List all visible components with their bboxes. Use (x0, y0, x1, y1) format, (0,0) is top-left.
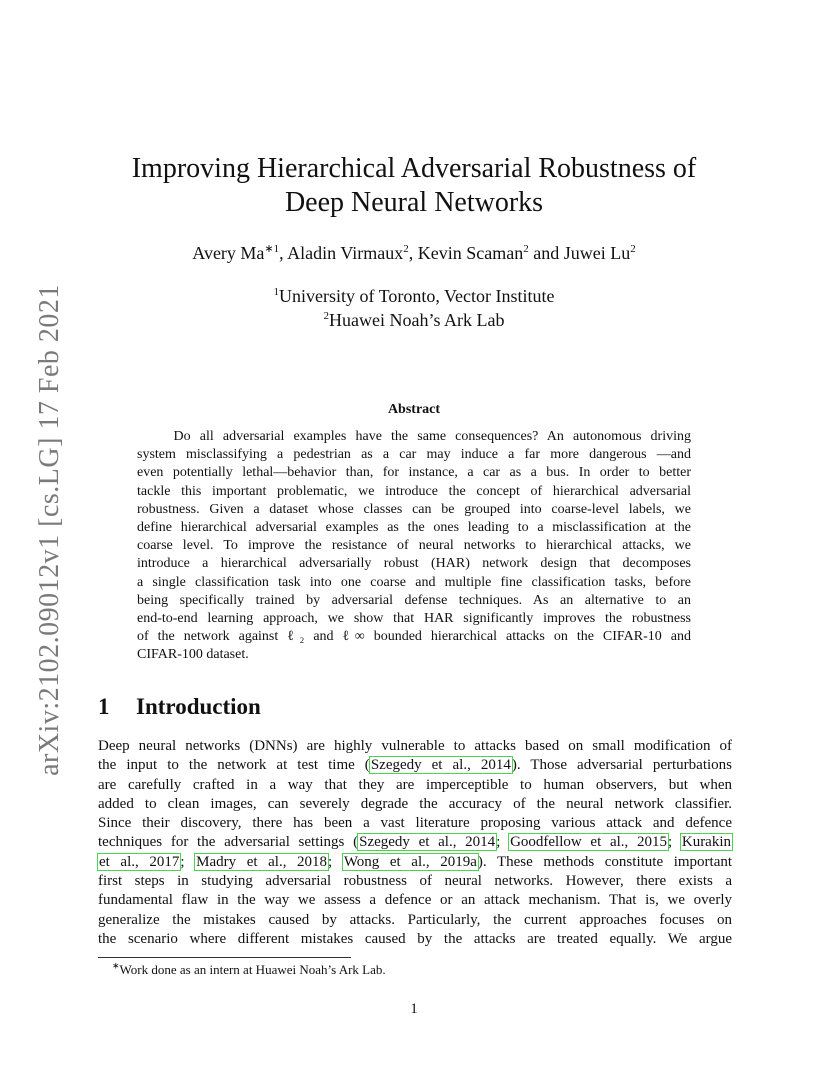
intro-text: ). Those adversarial perturbations (511, 757, 733, 774)
affiliation-2-text: Huawei Noah’s Ark Lab (329, 310, 505, 330)
section-title: Introduction (136, 694, 261, 719)
author-2-mark: 2 (403, 243, 409, 255)
author-1: Avery Ma (192, 243, 265, 263)
author-1-mark: ∗1 (264, 243, 280, 255)
intro-text: ; (328, 853, 343, 870)
intro-line (98, 737, 732, 756)
abstract-line: CIFAR-100 dataset. (137, 647, 249, 663)
intro-text: added to clean images, can severely degrade the accuracy of the neural network classifier. (98, 795, 732, 812)
affiliation-2-mark: 2 (323, 310, 330, 322)
intro-line (98, 930, 732, 949)
author-list (100, 243, 728, 264)
intro-text: Since their discovery, there has been a vast literature proposing various attack and defence (98, 815, 732, 832)
title-line-1: Improving Hierarchical Adversarial Robustness of (131, 153, 697, 184)
introduction-body (98, 737, 732, 949)
author-3-mark: 2 (523, 243, 529, 255)
citation-link[interactable]: Goodfellow et al., 2015 (510, 834, 667, 851)
intro-text: ; (180, 853, 196, 870)
intro-line (98, 833, 732, 852)
intro-line (98, 776, 732, 795)
footnote-rule (98, 957, 351, 958)
abstract-line: Do all adversarial examples have the same consequences? An autonomous driving (137, 429, 691, 444)
author-3: Kevin Scaman (417, 243, 524, 263)
abstract-line: even potentially lethal—behavior than, for instance, a car as a bus. In order to better (137, 465, 691, 481)
abstract-line: robustness. Given a dataset whose classes can be grouped into coarse-level labels, we (137, 501, 691, 517)
author-4: Juwei Lu (563, 243, 631, 263)
arxiv-stamp: arXiv:2102.09012v1 [cs.LG] 17 Feb 2021 (34, 284, 65, 776)
intro-line (98, 853, 732, 872)
author-separator: , (279, 243, 288, 263)
affiliation-1-text: University of Toronto, Vector Institute (278, 286, 555, 306)
footnote-mark: ∗ (112, 960, 120, 971)
intro-text: ). These methods constitute important (477, 853, 733, 870)
intro-text: Deep neural networks (DNNs) are highly vulnerable to attacks based on small modification of (98, 738, 732, 754)
citation-link[interactable]: Kurakin (681, 834, 732, 851)
footnote-text: Work done as an intern at Huawei Noah’s Ark Lab. (119, 962, 386, 977)
abstract-line: end-to-end learning approach, we show that HAR significantly improves the robustness (137, 611, 691, 627)
section-number: 1 (98, 694, 110, 719)
abstract-line: system misclassifying a pedestrian as a car may induce a far more dangerous —and (137, 447, 691, 463)
intro-line (98, 814, 732, 833)
author-2: Aladin Virmaux (287, 243, 404, 263)
author-separator: , (408, 243, 418, 263)
abstract-line: define hierarchical adversarial examples as the ones leading to a misclassification at the (137, 520, 691, 536)
abstract-line: introduce a hierarchical adversarially robust (HAR) network design that decomposes (137, 556, 691, 572)
section-heading (98, 694, 261, 720)
citation-link[interactable]: Wong et al., 2019a (343, 853, 477, 870)
intro-line (98, 756, 732, 775)
intro-text: fundamental flaw in the way we assess a defence or an attack mechanism. That is, we overly (98, 892, 732, 909)
intro-line (98, 795, 732, 814)
intro-text: are carefully crafted in a way that they are imperceptible to human observers, but when (98, 776, 732, 793)
abstract-body (137, 428, 691, 665)
intro-text: ; (496, 834, 510, 851)
intro-text: ; (667, 834, 681, 851)
paper-title (100, 152, 728, 220)
affiliation-1-mark: 1 (273, 286, 279, 298)
intro-text: the input to the network at test time ( (98, 757, 370, 774)
citation-link[interactable]: Madry et al., 2018 (196, 853, 328, 870)
intro-text: the scenario where different mistakes caused by the attacks are treated equally. We argue (98, 930, 732, 947)
abstract-line: tackle this important problematic, we introduce the concept of hierarchical adversarial (137, 483, 691, 499)
citation-link[interactable]: et al., 2017 (99, 853, 180, 870)
affiliation-1 (100, 284, 728, 308)
intro-line (98, 891, 732, 910)
abstract-line: a single classification task into one coarse and multiple fine classification tasks, before (137, 574, 691, 590)
intro-text: techniques for the adversarial settings ( (98, 834, 359, 851)
author-conjunction: and (528, 243, 564, 263)
affiliation-2 (100, 308, 728, 332)
intro-line (98, 872, 732, 891)
intro-text: first steps in studying adversarial robustness of neural networks. However, there exists a (98, 873, 732, 890)
abstract-line: of the network against ℓ₂ and ℓ∞ bounded hierarchical attacks on the CIFAR-10 and (137, 629, 691, 645)
intro-text: generalize the mistakes caused by attacks. Particularly, the current approaches focuses on (98, 911, 732, 928)
citation-link[interactable]: Szegedy et al., 2014 (359, 834, 496, 851)
affiliations (100, 284, 728, 332)
footnote (112, 962, 386, 978)
abstract-heading: Abstract (387, 402, 441, 417)
abstract-line: coarse level. To improve the resistance of neural networks to hierarchical attacks, we (137, 538, 691, 554)
intro-line (98, 911, 732, 930)
author-4-mark: 2 (630, 243, 636, 255)
page-number: 1 (410, 1001, 418, 1017)
citation-link[interactable]: Szegedy et al., 2014 (370, 757, 511, 774)
title-line-2: Deep Neural Networks (284, 187, 544, 218)
abstract-line: being specifically trained by adversarial defense techniques. As an alternative to an (137, 592, 691, 608)
